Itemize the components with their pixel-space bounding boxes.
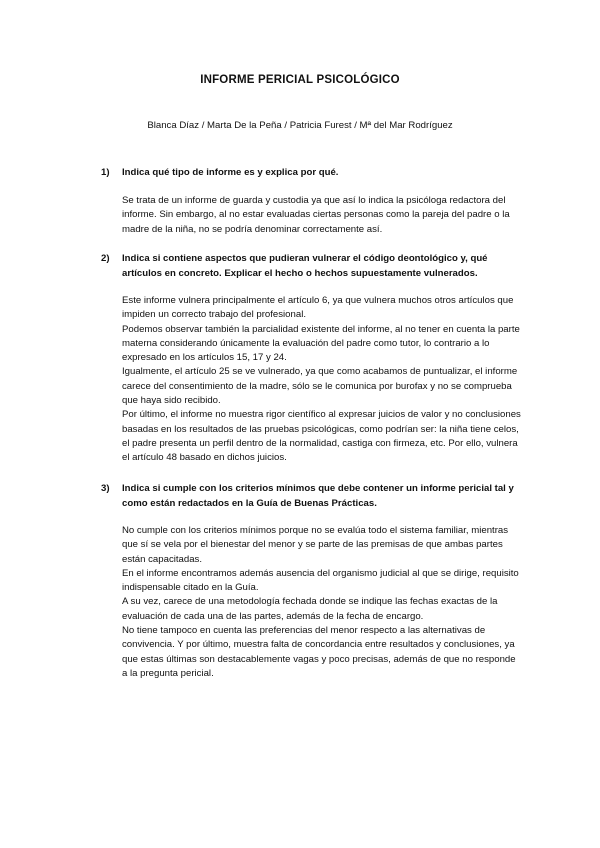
question-number: 3) xyxy=(101,483,110,494)
paragraph: No tiene tampoco en cuenta las preferencias del menor respecto a las alternativas de convivencia. Y por último, muestra falta de concordancia entre resultados y conclusiones, ya que estas últimas son destacablemente vagas y poco precisas, además de que no responde a la pregunta pericial. xyxy=(122,625,516,679)
answer-1 xyxy=(122,194,522,237)
paragraph: Podemos observar también la parcialidad existente del informe, al no tener en cuenta la parte materna considerando únicamente la evaluación del padre como tutor, lo contrario a lo expresado en los artículos 15, 17 y 24. xyxy=(122,323,520,364)
question-number: 1) xyxy=(101,167,110,178)
paragraph: Por último, el informe no muestra rigor científico al expresar juicios de valor y no conclusiones basadas en los resultados de las pruebas psicológicas, como podrían ser: la niña tiene celos, el padre presenta un perfil dentro de la normalidad, castiga con firmeza, etc. Por ello, vulnera el artículo 48 basado en dichos juicios. xyxy=(122,409,521,464)
question-number: 2) xyxy=(101,253,110,264)
paragraph: Este informe vulnera principalmente el artículo 6, ya que vulnera muchos otros artículos que impiden un correcto trabajo del profesional. xyxy=(122,295,514,321)
document-authors: Blanca Díaz / Marta De la Peña / Patricia Furest / Mª del Mar Rodríguez xyxy=(147,120,453,131)
document-title: INFORME PERICIAL PSICOLÓGICO xyxy=(200,74,400,86)
answer-3 xyxy=(122,524,522,681)
paragraph: Igualmente, el artículo 25 se ve vulnerado, ya que como acabamos de puntualizar, el informe carece del consentimiento de la madre, sólo se le comunica por burofax y no se comprueba que haya sido recibido. xyxy=(122,366,518,407)
question-text: Indica si contiene aspectos que pudieran vulnerar el código deontológico y, qué artículos en concreto. Explicar el hecho o hechos supuestamente vulnerados. xyxy=(122,253,488,279)
answer-2 xyxy=(122,294,522,466)
paragraph: A su vez, carece de una metodología fechada donde se indique las fechas exactas de la evaluación de cada una de las partes, además de la fecha de encargo. xyxy=(122,596,498,622)
question-text: Indica si cumple con los criterios mínimos que debe contener un informe pericial tal y como están redactados en la Guía de Buenas Prácticas. xyxy=(122,483,514,509)
paragraph: No cumple con los criterios mínimos porque no se evalúa todo el sistema familiar, mientras que sí se vela por el bienestar del menor y se parte de las premisas de que ambas partes están capacitadas. xyxy=(122,525,509,565)
paragraph: Se trata de un informe de guarda y custodia ya que así lo indica la psicóloga redactora del informe. Sin embargo, al no estar evaluadas ciertas personas como la pareja del padre o la madre de la niña, no se podría denominar correctamente así. xyxy=(122,195,510,235)
question-text: Indica qué tipo de informe es y explica por qué. xyxy=(122,167,339,178)
paragraph: En el informe encontramos además ausencia del organismo judicial al que se dirige, requisito indispensable citado en la Guía. xyxy=(122,567,519,594)
